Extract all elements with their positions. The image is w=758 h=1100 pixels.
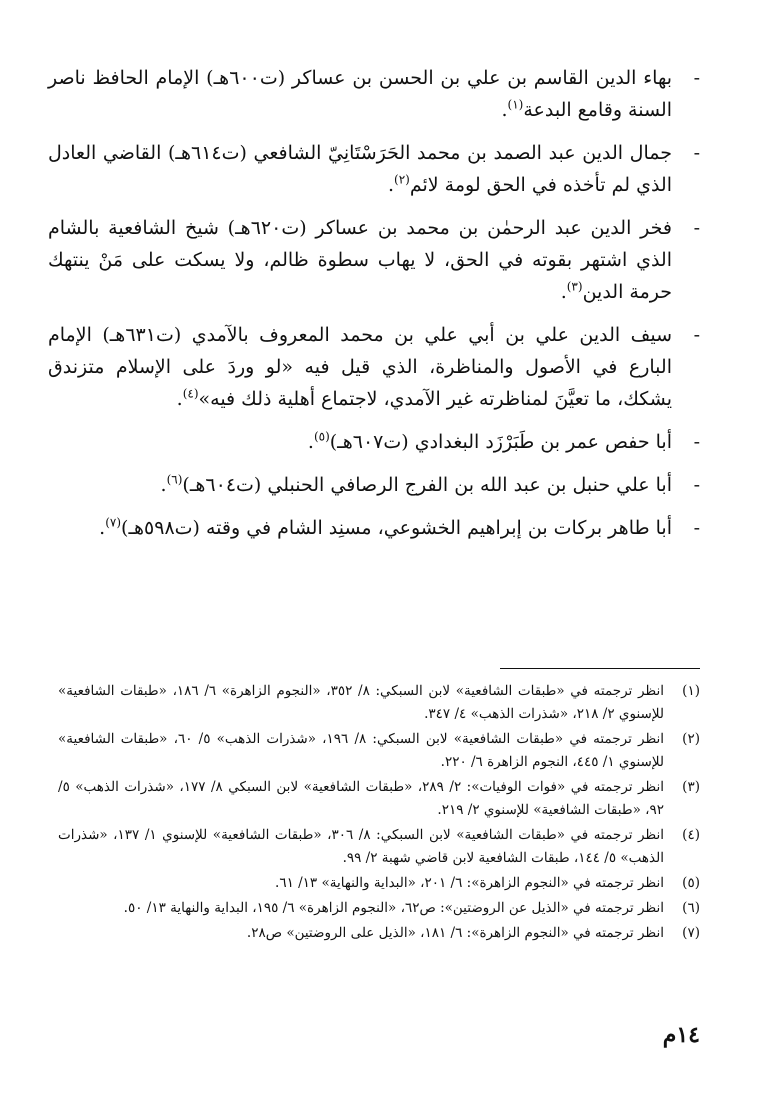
footnote — [58, 680, 700, 726]
footnote-number: (٥) — [682, 875, 700, 891]
list-item — [48, 137, 700, 201]
footnote — [58, 776, 700, 822]
footnote — [58, 872, 700, 895]
footnote-text: انظر ترجمته في «النجوم الزاهرة»: ٦/ ٢٠١، «البداية والنهاية» ١٣/ ٦١. — [275, 875, 664, 891]
footnote-text: انظر ترجمته في «فوات الوفيات»: ٢/ ٢٨٩، «طبقات الشافعية» لابن السبكي ٨/ ١٧٧، «شذرات الذهب» ٥/ ٩٢، «طبقات الشافعية» للإسنوي ٢/ ٢١٩. — [58, 779, 665, 818]
footnote-text: انظر ترجمته في «الذيل عن الروضتين»: ص٦٢، «النجوم الزاهرة» ٦/ ١٩٥، البداية والنهاية ١٣/ ٥٠. — [123, 900, 664, 916]
footnote-number: (٤) — [682, 827, 700, 843]
item-text: سيف الدين علي بن أبي علي بن محمد المعروف بالآمدي (ت٦٣١هـ) الإمام البارع في الأصول والمناظرة، الذي قيل فيه «لو وردَ على الإسلام متزندق يشكك، ما تعيَّنَ لمناظرته غير الآمدي، لاجتماع أهلية ذلك فيه» — [48, 324, 672, 410]
footnote-number: (١) — [682, 683, 700, 699]
item-dash: - — [693, 67, 700, 89]
item-dash: - — [693, 217, 700, 239]
footnote-text: انظر ترجمته في «طبقات الشافعية» لابن السبكي: ٨/ ٣٠٦، «طبقات الشافعية» للإسنوي ١/ ١٣٧، «شذرات الذهب» ٥/ ١٤٤، طبقات الشافعية لابن قاضي شهبة ٢/ ٩٩. — [58, 827, 665, 866]
list-item — [48, 512, 700, 544]
item-text: بهاء الدين القاسم بن علي بن الحسن بن عساكر (ت٦٠٠هـ) الإمام الحافظ ناصر السنة وقامع البدعة — [48, 67, 672, 121]
item-text: جمال الدين عبد الصمد بن محمد الحَرَسْتَانِيّ الشافعي (ت٦١٤هـ) القاضي العادل الذي لم تأخذه في الحق لومة لائم — [48, 142, 672, 196]
item-dash: - — [693, 324, 700, 346]
item-end: . — [560, 281, 567, 303]
footnote-number: (٣) — [682, 779, 700, 795]
footnote-number: (٧) — [682, 925, 700, 941]
footnote-ref[interactable]: (١) — [507, 97, 524, 112]
item-text: أبا علي حنبل بن عبد الله بن الفرج الرصافي الحنبلي (ت٦٠٤هـ) — [182, 474, 672, 496]
footnote — [58, 922, 700, 945]
item-end: . — [99, 517, 106, 539]
footnote-text: انظر ترجمته في «النجوم الزاهرة»: ٦/ ١٨١، «الذيل على الروضتين» ص٢٨. — [246, 925, 664, 941]
item-dash: - — [693, 517, 700, 539]
list-item — [48, 426, 700, 458]
item-text: فخر الدين عبد الرحمٰن بن محمد بن عساكر (ت٦٢٠هـ) شيخ الشافعية بالشام الذي اشتهر بقوته في الحق، لا يهاب سطوة ظالم، ولا يسكت على مَنْ ينتهك حرمة الدين — [48, 217, 672, 303]
list-item — [48, 62, 700, 126]
item-end: . — [387, 174, 394, 196]
footnote — [58, 824, 700, 870]
footnote — [58, 897, 700, 920]
list-item — [48, 319, 700, 415]
item-end: . — [176, 388, 183, 410]
list-item — [48, 212, 700, 308]
item-end: . — [160, 474, 167, 496]
footnote-ref[interactable]: (٤) — [182, 386, 199, 401]
footnote-ref[interactable]: (٥) — [313, 429, 330, 444]
footnote-separator — [500, 668, 700, 669]
item-end: . — [307, 431, 314, 453]
footnote-number: (٦) — [682, 900, 700, 916]
item-text: أبا طاهر بركات بن إبراهيم الخشوعي، مسنِد الشام في وقته (ت٥٩٨هـ) — [121, 517, 672, 539]
footnote-text: انظر ترجمته في «طبقات الشافعية» لابن السبكي: ٨/ ١٩٦، «شذرات الذهب» ٥/ ٦٠، «طبقات الشافعية» للإسنوي ١/ ٤٤٥، النجوم الزاهرة ٦/ ٢٢٠. — [58, 731, 665, 770]
footnote-ref[interactable]: (٣) — [566, 279, 583, 294]
scholar-list — [48, 62, 700, 555]
list-item — [48, 469, 700, 501]
item-text: أبا حفص عمر بن طَبَرْزَد البغدادي (ت٦٠٧هـ) — [329, 431, 672, 453]
page-number: ١٤م — [662, 1022, 700, 1048]
footnote-text: انظر ترجمته في «طبقات الشافعية» لابن السبكي: ٨/ ٣٥٢، «النجوم الزاهرة» ٦/ ١٨٦، «طبقات الشافعية» للإسنوي ٢/ ٢١٨، «شذرات الذهب» ٤/ ٣٤٧. — [58, 683, 664, 722]
footnotes — [58, 680, 700, 947]
item-dash: - — [693, 142, 700, 164]
footnote-ref[interactable]: (٧) — [105, 515, 122, 530]
item-dash: - — [693, 474, 700, 496]
footnote — [58, 728, 700, 774]
footnote-ref[interactable]: (٢) — [394, 172, 410, 187]
item-dash: - — [693, 431, 700, 453]
footnote-ref[interactable]: (٦) — [166, 472, 183, 487]
item-end: . — [501, 99, 508, 121]
footnote-number: (٢) — [682, 731, 700, 747]
